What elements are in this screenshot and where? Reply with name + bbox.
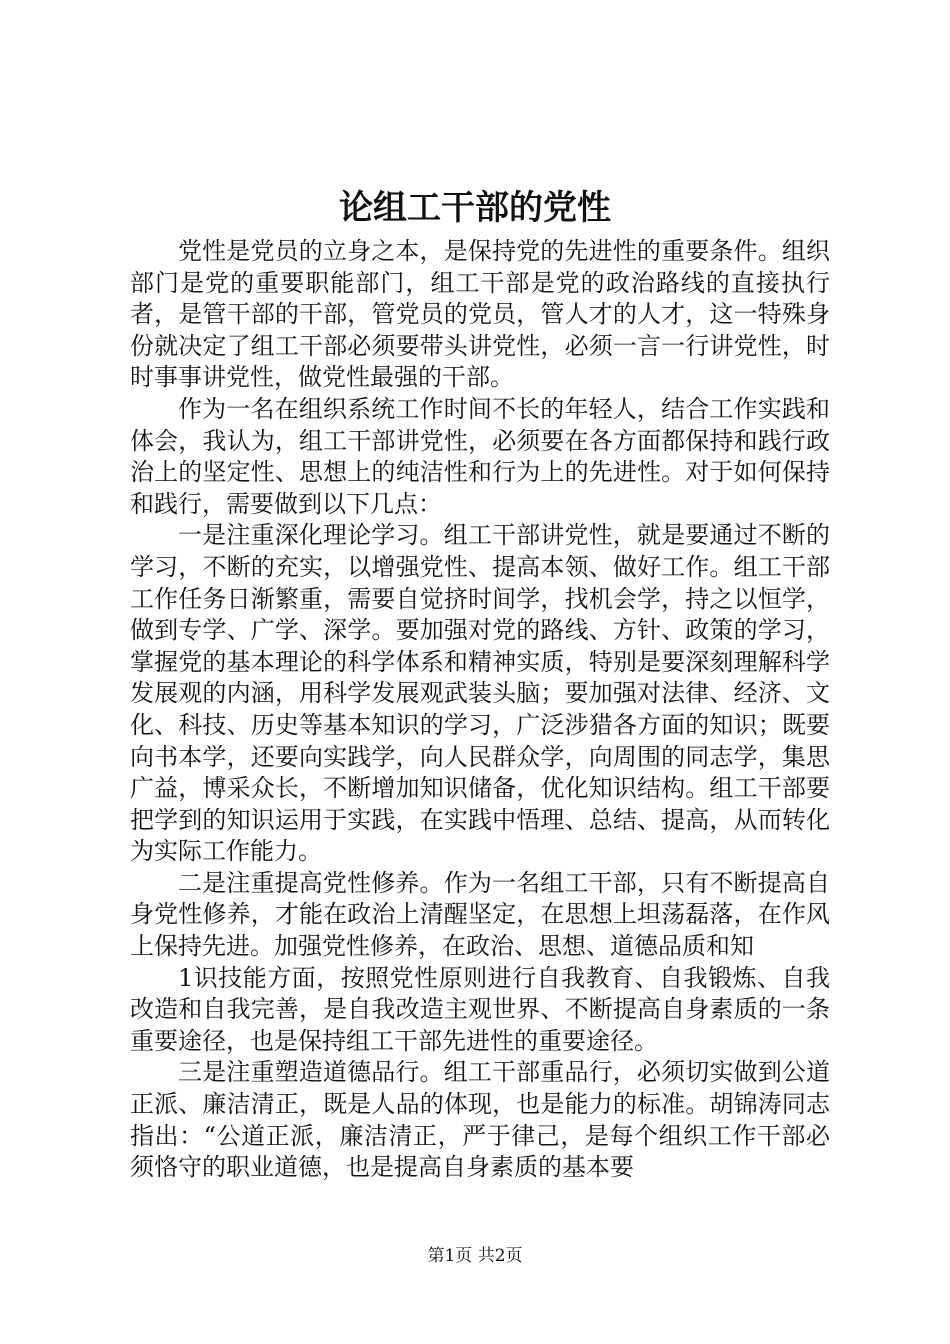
document-body (130, 236, 830, 1184)
paragraph: 二是注重提高党性修养。作为一名组工干部，只有不断提高自身党性修养，才能在政治上清醒坚定，在思想上坦荡磊落，在作风上保持先进。加强党性修养，在政治、思想、道德品质和知 (130, 868, 830, 961)
document-title: 论组工干部的党性 (339, 188, 611, 228)
page-number-footer: 第1页 共2页 (427, 1246, 523, 1266)
paragraph: 三是注重塑造道德品行。组工干部重品行，必须切实做到公道正派、廉洁清正，既是人品的体现，也是能力的标准。胡锦涛同志指出：“公道正派，廉洁清正，严于律己，是每个组织工作干部必须恪守的职业道德，也是提高自身素质的基本要 (130, 1058, 830, 1182)
paragraph: 作为一名在组织系统工作时间不长的年轻人，结合工作实践和体会，我认为，组工干部讲党性，必须要在各方面都保持和践行政治上的坚定性、思想上的纯洁性和行为上的先进性。对于如何保持和践行，需要做到以下几点： (130, 394, 830, 518)
paragraph: 1识技能方面，按照党性原则进行自我教育、自我锻炼、自我改造和自我完善，是自我改造主观世界、不断提高自身素质的一条重要途径，也是保持组工干部先进性的重要途径。 (130, 963, 830, 1055)
paragraph: 党性是党员的立身之本，是保持党的先进性的重要条件。组织部门是党的重要职能部门，组工干部是党的政治路线的直接执行者，是管干部的干部，管党员的党员，管人才的人才，这一特殊身份就决定了组工干部必须要带头讲党性，必须一言一行讲党性，时时事事讲党性，做党性最强的干部。 (130, 237, 830, 392)
paragraph: 一是注重深化理论学习。组工干部讲党性，就是要通过不断的学习，不断的充实，以增强党性、提高本领、做好工作。组工干部工作任务日渐繁重，需要自觉挤时间学，找机会学，持之以恒学，做到专学、广学、深学。要加强对党的路线、方针、政策的学习，掌握党的基本理论的科学体系和精神实质，特别是要深刻理解科学发展观的内涵，用科学发展观武装头脑；要加强对法律、经济、文化、科技、历史等基本知识的学习，广泛涉猎各方面的知识；既要向书本学，还要向实践学，向人民群众学，向周围的同志学，集思广益，博采众长，不断增加知识储备，优化知识结构。组工干部要把学到的知识运用于实践，在实践中悟理、总结、提高，从而转化为实际工作能力。 (130, 521, 830, 866)
